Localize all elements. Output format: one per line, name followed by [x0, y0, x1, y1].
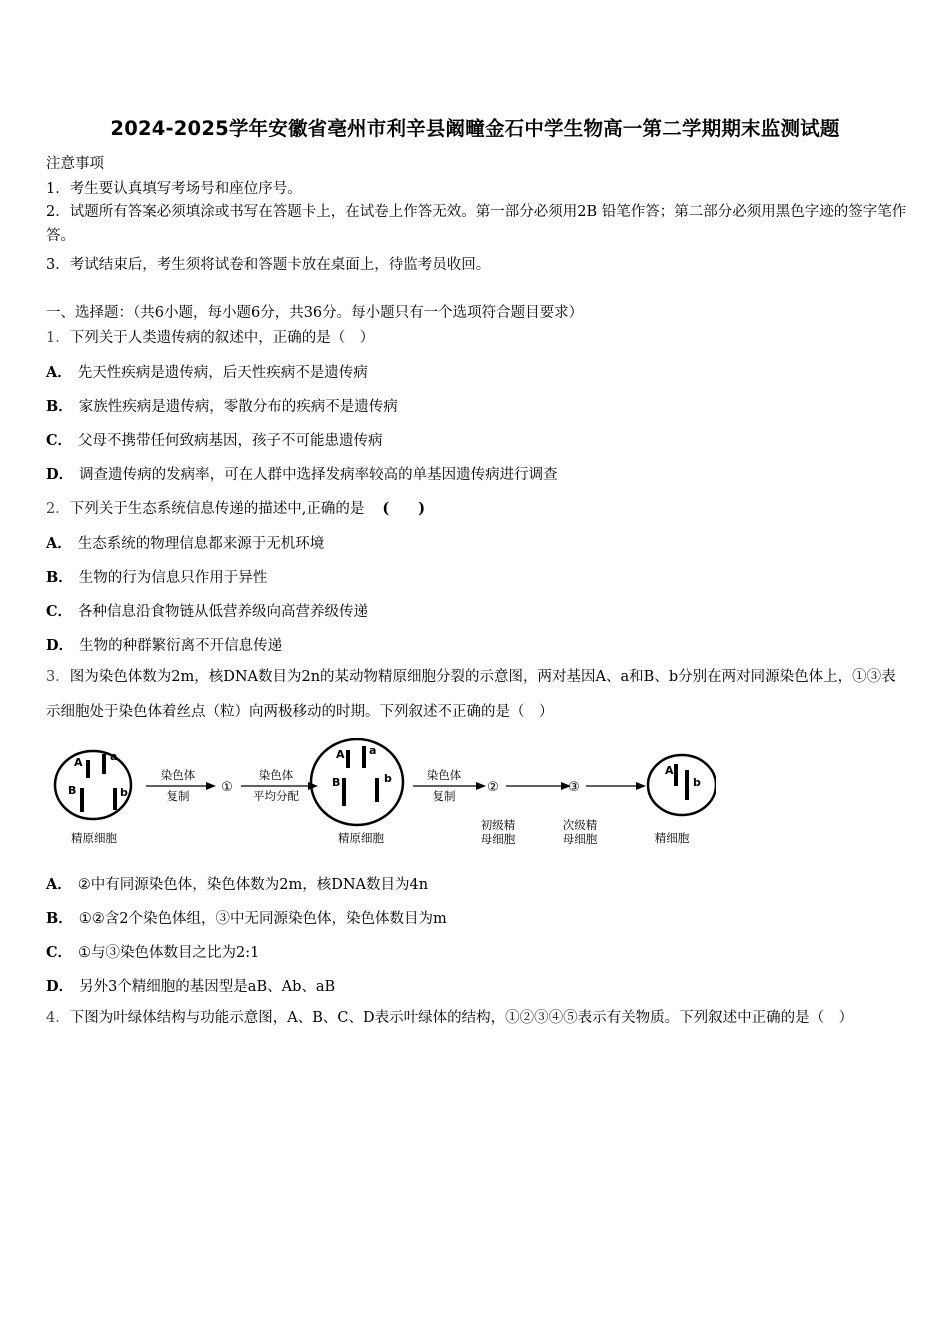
option-text: 生物的行为信息只作用于异性 — [78, 570, 268, 586]
notice-item-1: 1．考生要认真填写考场号和座位序号。 — [46, 181, 302, 197]
option-text: ①②含2个染色体组，③中无同源染色体，染色体数目为m — [78, 911, 447, 927]
arrow-label: 平均分配 — [253, 789, 299, 803]
cell-caption: 初级精 — [480, 818, 516, 832]
q1-option-c — [46, 429, 383, 450]
question-1 — [46, 326, 374, 347]
option-text: 家族性疾病是遗传病，零散分布的疾病不是遗传病 — [78, 399, 398, 415]
option-letter: D． — [46, 466, 74, 483]
option-text: 调查遗传病的发病率，可在人群中选择发病率较高的单基因遗传病进行调查 — [79, 467, 558, 483]
page-title: 2024-2025学年安徽省亳州市利辛县阚疃金石中学生物高一第二学期期末监测试题 — [110, 117, 840, 140]
option-letter: C． — [46, 603, 73, 620]
option-text: 另外3个精细胞的基因型是aB、Ab、aB — [79, 979, 336, 995]
stage-marker: ③ — [568, 780, 580, 795]
option-letter: D． — [46, 637, 74, 654]
notice-item-2: 2．试题所有答案必须填涂或书写在答题卡上，在试卷上作答无效。第一部分必须用2B 铅笔作答；第二部分必须用黑色字迹的签字笔作答。 — [46, 204, 907, 244]
question-2 — [46, 497, 425, 518]
gene-label: a — [110, 750, 118, 763]
question-number: 1． — [46, 330, 70, 346]
q1-option-a — [46, 361, 368, 382]
option-letter: A． — [46, 535, 72, 552]
option-text: ①与③染色体数目之比为2:1 — [78, 945, 260, 961]
q3-option-a — [46, 873, 428, 894]
cell-caption: 次级精 — [562, 818, 598, 832]
gene-label: A — [74, 756, 83, 769]
option-letter: A． — [46, 876, 72, 893]
q1-option-b — [46, 395, 398, 416]
meiosis-diagram — [46, 738, 716, 850]
q2-option-b — [46, 566, 267, 587]
gene-label: B — [68, 784, 77, 797]
arrow-label: 复制 — [432, 789, 456, 803]
sperm-cell — [648, 755, 716, 815]
cell-caption: 母细胞 — [562, 832, 598, 846]
stage-marker: ① — [221, 780, 233, 795]
gene-label: a — [369, 744, 377, 757]
question-number: 2． — [46, 501, 70, 517]
option-text: 各种信息沿食物链从低营养级向高营养级传递 — [78, 604, 369, 620]
question-stem: 下图为叶绿体结构与功能示意图，A、B、C、D表示叶绿体的结构，①②③④⑤表示有关物质。下列叙述中正确的是（ ） — [69, 1010, 854, 1026]
arrow-label: 染色体 — [160, 768, 196, 782]
option-text: 生物的种群繁衍离不开信息传递 — [79, 638, 283, 654]
question-stem: 图为染色体数为2m，核DNA数目为2n的某动物精原细胞分裂的示意图，两对基因A、a和B、b分别在两对同源染色体上，①③表示细胞处于染色体着丝点（粒）向两极移动的时期。下列叙述不正确的是（ ） — [46, 669, 896, 720]
question-3 — [46, 660, 908, 730]
q2-option-a — [46, 532, 324, 553]
option-text: 父母不携带任何致病基因，孩子不可能患遗传病 — [78, 433, 383, 449]
gene-label: b — [384, 772, 392, 785]
option-letter: B． — [46, 569, 73, 586]
section-heading: 一、选择题：（共6小题，每小题6分，共36分。每小题只有一个选项符合题目要求） — [46, 305, 584, 321]
option-letter: C． — [46, 944, 73, 961]
gene-label: B — [332, 776, 341, 789]
option-letter: A． — [46, 364, 72, 381]
question-4 — [46, 1001, 908, 1036]
q3-option-b — [46, 907, 447, 928]
q1-option-d — [46, 463, 558, 484]
arrow-label: 染色体 — [258, 768, 294, 782]
notice-heading: 注意事项 — [46, 156, 104, 172]
question-stem: 下列关于人类遗传病的叙述中，正确的是（ ） — [69, 330, 375, 346]
option-text: 生态系统的物理信息都来源于无机环境 — [77, 536, 325, 552]
cell-caption: 母细胞 — [480, 832, 516, 846]
cell-caption: 精原细胞 — [71, 831, 117, 845]
question-number: 3． — [46, 669, 70, 685]
q3-option-d — [46, 975, 335, 996]
cell-caption: 精细胞 — [654, 831, 690, 845]
answer-paren: ( ) — [382, 500, 426, 517]
option-letter: B． — [46, 910, 73, 927]
option-letter: D． — [46, 978, 74, 995]
stage-marker: ② — [487, 780, 499, 795]
gene-label: A — [665, 764, 674, 777]
option-letter: B． — [46, 398, 73, 415]
gene-label: A — [336, 748, 345, 761]
q3-option-c — [46, 941, 259, 962]
gene-label: b — [693, 776, 701, 789]
question-number: 4． — [46, 1010, 70, 1026]
gene-label: b — [120, 786, 128, 799]
q2-option-d — [46, 634, 282, 655]
arrow-label: 复制 — [166, 789, 190, 803]
notice-item-3: 3．考试结束后，考生须将试卷和答题卡放在桌面上，待监考员收回。 — [46, 257, 491, 273]
option-text: 先天性疾病是遗传病，后天性疾病不是遗传病 — [77, 365, 368, 381]
cell-caption: 精原细胞 — [338, 831, 384, 845]
arrow-label: 染色体 — [426, 768, 462, 782]
question-stem: 下列关于生态系统信息传递的描述中,正确的是 — [69, 501, 365, 517]
q2-option-c — [46, 600, 368, 621]
option-text: ②中有同源染色体，染色体数为2m，核DNA数目为4n — [77, 877, 429, 893]
option-letter: C． — [46, 432, 73, 449]
spermatogonium-cell-1 — [55, 751, 131, 819]
